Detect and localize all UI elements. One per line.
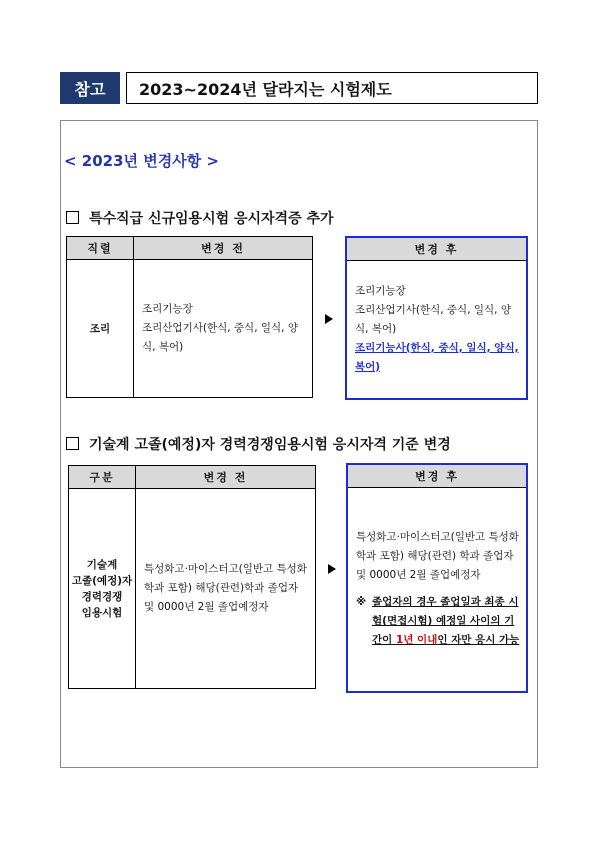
arrow-right-icon [325,314,333,324]
reference-badge: 참고 [60,72,120,104]
col-before-header: 변경 전 [134,237,313,260]
before-line: 조리기능장 [142,303,193,315]
category-line: 경력경쟁 [81,590,123,603]
col-after-header: 변경 후 [347,464,527,488]
before-cell: 특성화고·마이스터고(일반고 특성화학과 포함) 해당(관련)학과 졸업자 및 0000년 2월 졸업예정자 [136,489,316,689]
section1-after-table [345,236,528,400]
after-text: 특성화고·마이스터고(일반고 특성화학과 포함) 해당(관련) 학과 졸업자 및 0000년 2월 졸업예정자 [356,531,519,582]
section2-heading [66,434,451,454]
category-line: 고졸(예정)자 [71,574,133,587]
after-cell [346,261,527,399]
before-cell [134,260,313,398]
section2-after-table [346,463,528,693]
col-after-header: 변경 후 [346,237,527,261]
category-line: 임용시험 [81,606,123,619]
after-cell [347,488,527,692]
checkbox-bullet-icon [66,437,79,450]
note-part1: 졸업자의 경우 졸업일과 최종 시험(면접시험) 예정일 사이의 기간이 [372,596,519,647]
col-category-header: 구분 [69,466,136,489]
section1-before-table [66,236,313,398]
note-highlight: 1년 이내 [395,634,438,647]
note [356,593,520,650]
page-title: 2023~2024년 달라지는 시험제도 [126,72,538,104]
col-role-header: 직렬 [67,237,134,260]
after-line: 조리기능장 [355,284,406,297]
checkbox-bullet-icon [66,211,79,224]
role-cell: 조리 [67,260,134,398]
note-mark: ※ [356,596,367,609]
after-line: 조리산업기사(한식, 중식, 일식, 양식, 복어) [355,303,511,335]
arrow-right-icon [328,564,336,574]
category-cell [69,489,136,689]
after-added-line: 조리기능사(한식, 중식, 일식, 양식, 복어) [355,341,519,373]
section-title: < 2023년 변경사항 > [64,152,220,170]
col-before-header: 변경 전 [136,466,316,489]
section1-heading-text: 특수직급 신규임용시험 응시자격증 추가 [89,211,334,227]
section1-heading [66,208,334,228]
note-part2: 인 자만 응시 가능 [437,634,520,647]
section2-heading-text: 기술계 고졸(예정)자 경력경쟁임용시험 응시자격 기준 변경 [89,437,451,453]
note-text [372,593,520,650]
section2-before-table [68,465,316,689]
before-line: 조리산업기사(한식, 중식, 일식, 양식, 복어) [142,322,298,353]
category-line: 기술계 [86,558,118,571]
